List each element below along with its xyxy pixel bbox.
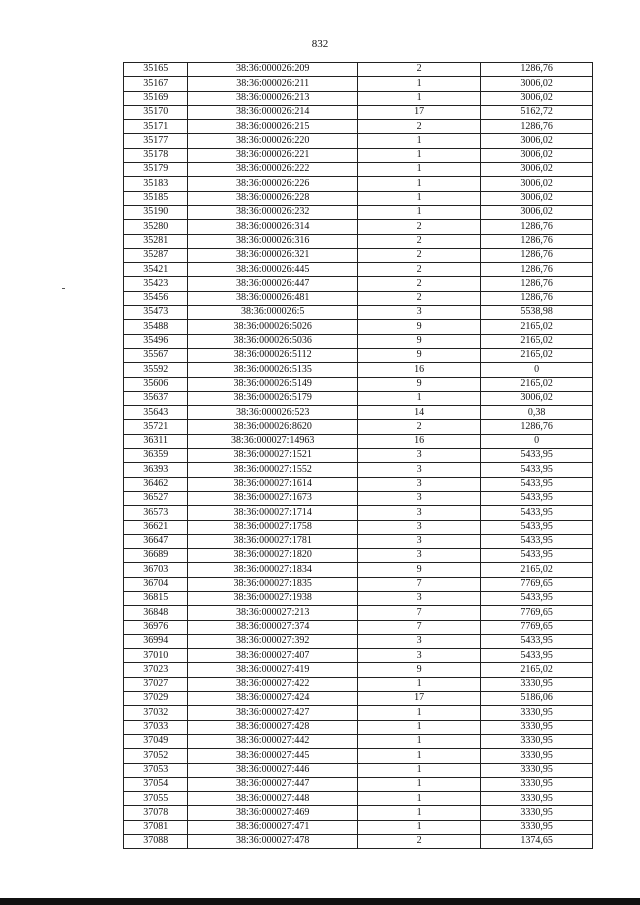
table-row xyxy=(124,549,593,563)
value-cell: 3006,02 xyxy=(481,177,593,191)
record-number-cell: 35637 xyxy=(124,391,188,405)
count-cell: 1 xyxy=(358,792,481,806)
table-row xyxy=(124,77,593,91)
record-number-cell: 36462 xyxy=(124,477,188,491)
table-row xyxy=(124,391,593,405)
record-number-cell: 35183 xyxy=(124,177,188,191)
value-cell: 3330,95 xyxy=(481,820,593,834)
cadastral-number-cell: 38:36:000027:448 xyxy=(188,792,358,806)
count-cell: 17 xyxy=(358,105,481,119)
count-cell: 2 xyxy=(358,420,481,434)
cadastral-number-cell: 38:36:000027:469 xyxy=(188,806,358,820)
count-cell: 9 xyxy=(358,320,481,334)
count-cell: 1 xyxy=(358,820,481,834)
page-number: 832 xyxy=(311,38,329,50)
table-row xyxy=(124,163,593,177)
count-cell: 9 xyxy=(358,563,481,577)
cadastral-number-cell: 38:36:000027:428 xyxy=(188,720,358,734)
count-cell: 2 xyxy=(358,291,481,305)
record-number-cell: 37053 xyxy=(124,763,188,777)
count-cell: 1 xyxy=(358,734,481,748)
table-row xyxy=(124,434,593,448)
cadastral-number-cell: 38:36:000026:221 xyxy=(188,148,358,162)
value-cell: 5186,06 xyxy=(481,692,593,706)
cadastral-number-cell: 38:36:000026:215 xyxy=(188,120,358,134)
table-row xyxy=(124,363,593,377)
table-row xyxy=(124,91,593,105)
count-cell: 1 xyxy=(358,148,481,162)
record-number-cell: 36976 xyxy=(124,620,188,634)
record-number-cell: 37049 xyxy=(124,734,188,748)
count-cell: 1 xyxy=(358,806,481,820)
table-row xyxy=(124,105,593,119)
value-cell: 5433,95 xyxy=(481,491,593,505)
value-cell: 3006,02 xyxy=(481,391,593,405)
count-cell: 3 xyxy=(358,463,481,477)
cadastral-number-cell: 38:36:000026:213 xyxy=(188,91,358,105)
count-cell: 2 xyxy=(358,234,481,248)
cadastral-number-cell: 38:36:000027:1521 xyxy=(188,449,358,463)
count-cell: 3 xyxy=(358,506,481,520)
count-cell: 1 xyxy=(358,677,481,691)
cadastral-number-cell: 38:36:000026:222 xyxy=(188,163,358,177)
record-number-cell: 35456 xyxy=(124,291,188,305)
cadastral-number-cell: 38:36:000026:447 xyxy=(188,277,358,291)
record-number-cell: 37033 xyxy=(124,720,188,734)
cadastral-number-cell: 38:36:000026:5179 xyxy=(188,391,358,405)
value-cell: 3330,95 xyxy=(481,720,593,734)
count-cell: 1 xyxy=(358,177,481,191)
cadastral-number-cell: 38:36:000026:214 xyxy=(188,105,358,119)
table-row xyxy=(124,692,593,706)
value-cell: 5433,95 xyxy=(481,506,593,520)
table-body xyxy=(124,63,593,849)
value-cell: 3006,02 xyxy=(481,148,593,162)
cadastral-number-cell: 38:36:000027:471 xyxy=(188,820,358,834)
record-number-cell: 35721 xyxy=(124,420,188,434)
table-row xyxy=(124,277,593,291)
value-cell: 5433,95 xyxy=(481,591,593,605)
value-cell: 5433,95 xyxy=(481,534,593,548)
cadastral-number-cell: 38:36:000027:478 xyxy=(188,835,358,849)
table-row xyxy=(124,148,593,162)
value-cell: 2165,02 xyxy=(481,563,593,577)
value-cell: 3330,95 xyxy=(481,677,593,691)
table-row xyxy=(124,620,593,634)
table-row xyxy=(124,649,593,663)
count-cell: 2 xyxy=(358,263,481,277)
count-cell: 14 xyxy=(358,406,481,420)
value-cell: 3330,95 xyxy=(481,777,593,791)
count-cell: 3 xyxy=(358,477,481,491)
record-number-cell: 35190 xyxy=(124,205,188,219)
record-number-cell: 35281 xyxy=(124,234,188,248)
cadastral-number-cell: 38:36:000027:445 xyxy=(188,749,358,763)
record-number-cell: 35488 xyxy=(124,320,188,334)
count-cell: 17 xyxy=(358,692,481,706)
table-row xyxy=(124,792,593,806)
count-cell: 1 xyxy=(358,91,481,105)
count-cell: 1 xyxy=(358,163,481,177)
table-row xyxy=(124,677,593,691)
value-cell: 7769,65 xyxy=(481,620,593,634)
value-cell: 0,38 xyxy=(481,406,593,420)
value-cell: 3330,95 xyxy=(481,706,593,720)
cadastral-number-cell: 38:36:000027:1552 xyxy=(188,463,358,477)
record-number-cell: 35179 xyxy=(124,163,188,177)
cadastral-number-cell: 38:36:000026:523 xyxy=(188,406,358,420)
table-row xyxy=(124,306,593,320)
record-number-cell: 35185 xyxy=(124,191,188,205)
count-cell: 9 xyxy=(358,348,481,362)
record-number-cell: 35643 xyxy=(124,406,188,420)
table-row xyxy=(124,449,593,463)
record-number-cell: 36359 xyxy=(124,449,188,463)
table-row xyxy=(124,191,593,205)
table-row xyxy=(124,663,593,677)
value-cell: 1286,76 xyxy=(481,120,593,134)
cadastral-number-cell: 38:36:000027:1673 xyxy=(188,491,358,505)
table-row xyxy=(124,205,593,219)
value-cell: 2165,02 xyxy=(481,320,593,334)
cadastral-number-cell: 38:36:000026:228 xyxy=(188,191,358,205)
record-number-cell: 37081 xyxy=(124,820,188,834)
count-cell: 1 xyxy=(358,205,481,219)
table-row xyxy=(124,820,593,834)
value-cell: 1286,76 xyxy=(481,220,593,234)
record-number-cell: 35177 xyxy=(124,134,188,148)
record-number-cell: 35170 xyxy=(124,105,188,119)
cadastral-number-cell: 38:36:000027:422 xyxy=(188,677,358,691)
record-number-cell: 37054 xyxy=(124,777,188,791)
cadastral-number-cell: 38:36:000027:392 xyxy=(188,634,358,648)
record-number-cell: 37088 xyxy=(124,835,188,849)
cadastral-number-cell: 38:36:000026:220 xyxy=(188,134,358,148)
record-number-cell: 36703 xyxy=(124,563,188,577)
value-cell: 5162,72 xyxy=(481,105,593,119)
count-cell: 16 xyxy=(358,363,481,377)
record-number-cell: 37032 xyxy=(124,706,188,720)
table-row xyxy=(124,706,593,720)
value-cell: 5433,95 xyxy=(481,463,593,477)
cadastral-number-cell: 38:36:000026:445 xyxy=(188,263,358,277)
record-number-cell: 36848 xyxy=(124,606,188,620)
count-cell: 2 xyxy=(358,63,481,77)
table-row xyxy=(124,248,593,262)
value-cell: 3006,02 xyxy=(481,163,593,177)
table-row xyxy=(124,835,593,849)
table-row xyxy=(124,420,593,434)
count-cell: 2 xyxy=(358,120,481,134)
value-cell: 3330,95 xyxy=(481,806,593,820)
record-number-cell: 36647 xyxy=(124,534,188,548)
value-cell: 3006,02 xyxy=(481,77,593,91)
cadastral-number-cell: 38:36:000026:5026 xyxy=(188,320,358,334)
value-cell: 1286,76 xyxy=(481,63,593,77)
record-number-cell: 35423 xyxy=(124,277,188,291)
record-number-cell: 35169 xyxy=(124,91,188,105)
count-cell: 3 xyxy=(358,491,481,505)
record-number-cell: 36393 xyxy=(124,463,188,477)
count-cell: 1 xyxy=(358,720,481,734)
record-number-cell: 36689 xyxy=(124,549,188,563)
record-number-cell: 36573 xyxy=(124,506,188,520)
value-cell: 1286,76 xyxy=(481,234,593,248)
scan-bottom-edge xyxy=(0,898,640,905)
table-row xyxy=(124,263,593,277)
value-cell: 3330,95 xyxy=(481,749,593,763)
record-number-cell: 37055 xyxy=(124,792,188,806)
cadastral-number-cell: 38:36:000027:1714 xyxy=(188,506,358,520)
cadastral-number-cell: 38:36:000027:1820 xyxy=(188,549,358,563)
value-cell: 7769,65 xyxy=(481,577,593,591)
value-cell: 3006,02 xyxy=(481,134,593,148)
value-cell: 5433,95 xyxy=(481,634,593,648)
count-cell: 2 xyxy=(358,248,481,262)
table-row xyxy=(124,477,593,491)
count-cell: 3 xyxy=(358,591,481,605)
cadastral-number-cell: 38:36:000026:209 xyxy=(188,63,358,77)
cadastral-number-cell: 38:36:000027:1758 xyxy=(188,520,358,534)
count-cell: 9 xyxy=(358,663,481,677)
value-cell: 3330,95 xyxy=(481,792,593,806)
value-cell: 0 xyxy=(481,434,593,448)
cadastral-number-cell: 38:36:000026:481 xyxy=(188,291,358,305)
record-number-cell: 35592 xyxy=(124,363,188,377)
count-cell: 16 xyxy=(358,434,481,448)
count-cell: 7 xyxy=(358,577,481,591)
value-cell: 5433,95 xyxy=(481,520,593,534)
cadastral-number-cell: 38:36:000026:211 xyxy=(188,77,358,91)
value-cell: 5433,95 xyxy=(481,549,593,563)
table-row xyxy=(124,506,593,520)
count-cell: 1 xyxy=(358,763,481,777)
value-cell: 1286,76 xyxy=(481,291,593,305)
table-row xyxy=(124,563,593,577)
count-cell: 1 xyxy=(358,134,481,148)
table-row xyxy=(124,749,593,763)
record-number-cell: 37010 xyxy=(124,649,188,663)
table-row xyxy=(124,377,593,391)
value-cell: 2165,02 xyxy=(481,334,593,348)
record-number-cell: 37078 xyxy=(124,806,188,820)
count-cell: 3 xyxy=(358,306,481,320)
value-cell: 3006,02 xyxy=(481,205,593,219)
cadastral-number-cell: 38:36:000027:407 xyxy=(188,649,358,663)
record-number-cell: 37029 xyxy=(124,692,188,706)
cadastral-number-cell: 38:36:000026:5135 xyxy=(188,363,358,377)
value-cell: 1286,76 xyxy=(481,420,593,434)
cadastral-number-cell: 38:36:000026:5 xyxy=(188,306,358,320)
value-cell: 1374,65 xyxy=(481,835,593,849)
table-row xyxy=(124,634,593,648)
count-cell: 3 xyxy=(358,634,481,648)
count-cell: 2 xyxy=(358,835,481,849)
table-row xyxy=(124,591,593,605)
table-row xyxy=(124,720,593,734)
count-cell: 1 xyxy=(358,777,481,791)
count-cell: 3 xyxy=(358,649,481,663)
record-number-cell: 35473 xyxy=(124,306,188,320)
table-row xyxy=(124,806,593,820)
value-cell: 3330,95 xyxy=(481,763,593,777)
cadastral-number-cell: 38:36:000026:5036 xyxy=(188,334,358,348)
table-row xyxy=(124,463,593,477)
cadastral-number-cell: 38:36:000027:424 xyxy=(188,692,358,706)
count-cell: 1 xyxy=(358,77,481,91)
cadastral-number-cell: 38:36:000027:213 xyxy=(188,606,358,620)
record-number-cell: 35178 xyxy=(124,148,188,162)
table-row xyxy=(124,177,593,191)
table-row xyxy=(124,777,593,791)
count-cell: 1 xyxy=(358,191,481,205)
cadastral-number-cell: 38:36:000027:1614 xyxy=(188,477,358,491)
count-cell: 3 xyxy=(358,534,481,548)
count-cell: 9 xyxy=(358,377,481,391)
record-number-cell: 35421 xyxy=(124,263,188,277)
count-cell: 2 xyxy=(358,220,481,234)
record-number-cell: 36621 xyxy=(124,520,188,534)
count-cell: 3 xyxy=(358,520,481,534)
scan-speck xyxy=(62,288,65,289)
value-cell: 3006,02 xyxy=(481,91,593,105)
record-number-cell: 36704 xyxy=(124,577,188,591)
record-number-cell: 36815 xyxy=(124,591,188,605)
table-row xyxy=(124,520,593,534)
table-row xyxy=(124,577,593,591)
value-cell: 1286,76 xyxy=(481,277,593,291)
value-cell: 2165,02 xyxy=(481,663,593,677)
value-cell: 5433,95 xyxy=(481,449,593,463)
table-row xyxy=(124,120,593,134)
value-cell: 1286,76 xyxy=(481,263,593,277)
record-number-cell: 35165 xyxy=(124,63,188,77)
table-row xyxy=(124,348,593,362)
cadastral-table xyxy=(123,62,593,849)
value-cell: 1286,76 xyxy=(481,248,593,262)
record-number-cell: 37023 xyxy=(124,663,188,677)
record-number-cell: 35280 xyxy=(124,220,188,234)
cadastral-number-cell: 38:36:000027:1938 xyxy=(188,591,358,605)
cadastral-number-cell: 38:36:000027:14963 xyxy=(188,434,358,448)
record-number-cell: 35496 xyxy=(124,334,188,348)
cadastral-number-cell: 38:36:000026:5149 xyxy=(188,377,358,391)
value-cell: 5433,95 xyxy=(481,649,593,663)
record-number-cell: 36527 xyxy=(124,491,188,505)
count-cell: 7 xyxy=(358,606,481,620)
count-cell: 2 xyxy=(358,277,481,291)
table-row xyxy=(124,763,593,777)
table-row xyxy=(124,334,593,348)
cadastral-number-cell: 38:36:000027:1835 xyxy=(188,577,358,591)
cadastral-number-cell: 38:36:000027:419 xyxy=(188,663,358,677)
cadastral-number-cell: 38:36:000027:1834 xyxy=(188,563,358,577)
count-cell: 1 xyxy=(358,706,481,720)
cadastral-number-cell: 38:36:000026:232 xyxy=(188,205,358,219)
table-row xyxy=(124,134,593,148)
record-number-cell: 37027 xyxy=(124,677,188,691)
cadastral-number-cell: 38:36:000027:1781 xyxy=(188,534,358,548)
count-cell: 3 xyxy=(358,449,481,463)
cadastral-number-cell: 38:36:000026:314 xyxy=(188,220,358,234)
table-row xyxy=(124,320,593,334)
record-number-cell: 35567 xyxy=(124,348,188,362)
cadastral-number-cell: 38:36:000026:5112 xyxy=(188,348,358,362)
count-cell: 3 xyxy=(358,549,481,563)
cadastral-number-cell: 38:36:000027:374 xyxy=(188,620,358,634)
table-row xyxy=(124,406,593,420)
value-cell: 7769,65 xyxy=(481,606,593,620)
record-number-cell: 35167 xyxy=(124,77,188,91)
value-cell: 5538,98 xyxy=(481,306,593,320)
table-row xyxy=(124,734,593,748)
cadastral-number-cell: 38:36:000027:446 xyxy=(188,763,358,777)
cadastral-number-cell: 38:36:000026:316 xyxy=(188,234,358,248)
table-row xyxy=(124,220,593,234)
value-cell: 3006,02 xyxy=(481,191,593,205)
table-row xyxy=(124,606,593,620)
value-cell: 3330,95 xyxy=(481,734,593,748)
record-number-cell: 36311 xyxy=(124,434,188,448)
count-cell: 7 xyxy=(358,620,481,634)
table-row xyxy=(124,63,593,77)
table-row xyxy=(124,534,593,548)
record-number-cell: 35287 xyxy=(124,248,188,262)
table-row xyxy=(124,234,593,248)
record-number-cell: 35171 xyxy=(124,120,188,134)
value-cell: 5433,95 xyxy=(481,477,593,491)
value-cell: 2165,02 xyxy=(481,377,593,391)
cadastral-number-cell: 38:36:000027:427 xyxy=(188,706,358,720)
table-row xyxy=(124,291,593,305)
count-cell: 1 xyxy=(358,391,481,405)
cadastral-number-cell: 38:36:000027:447 xyxy=(188,777,358,791)
cadastral-number-cell: 38:36:000027:442 xyxy=(188,734,358,748)
cadastral-number-cell: 38:36:000026:8620 xyxy=(188,420,358,434)
cadastral-number-cell: 38:36:000026:226 xyxy=(188,177,358,191)
value-cell: 2165,02 xyxy=(481,348,593,362)
value-cell: 0 xyxy=(481,363,593,377)
record-number-cell: 35606 xyxy=(124,377,188,391)
count-cell: 1 xyxy=(358,749,481,763)
cadastral-number-cell: 38:36:000026:321 xyxy=(188,248,358,262)
table-row xyxy=(124,491,593,505)
record-number-cell: 36994 xyxy=(124,634,188,648)
record-number-cell: 37052 xyxy=(124,749,188,763)
count-cell: 9 xyxy=(358,334,481,348)
